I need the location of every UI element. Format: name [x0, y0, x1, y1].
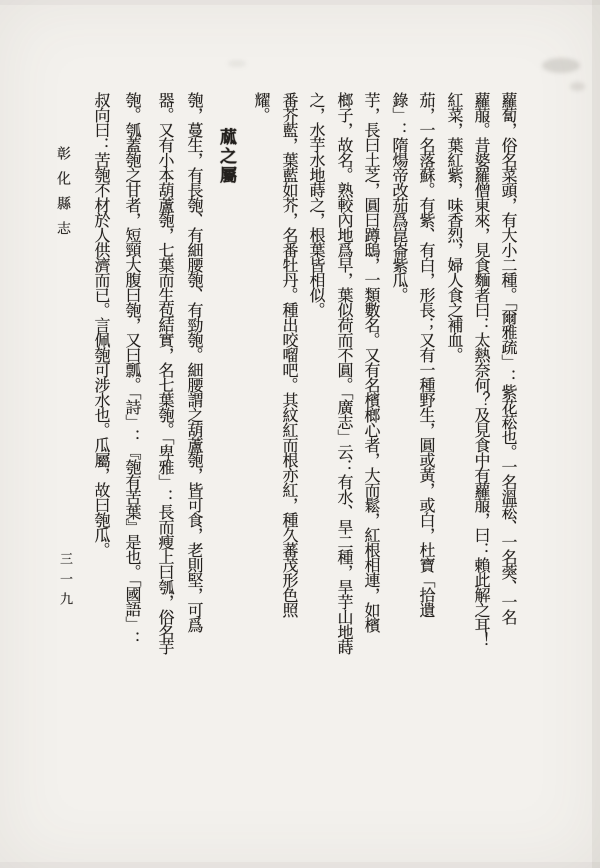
text-column-eggplant-2: 錄」：隋煬帝改茄爲崑崙紫瓜。	[390, 92, 407, 302]
page-edge-shadow	[592, 0, 600, 868]
text-column-redveg: 紅菜，葉紅紫，味香烈，婦人食之補血。	[445, 92, 462, 362]
page-number: 三一九	[58, 552, 73, 612]
text-column-gourd-4: 叔向曰：苦匏不材於人供濟而已。言佩匏可涉水也。瓜屬，故曰匏瓜。	[92, 92, 109, 557]
text-column-kale-2: 耀。	[252, 92, 269, 122]
text-column-taro-1: 芋，長曰土芝，圓曰蹲鴟，一類數名。又有名檳榔心者，大而鬆，紅根相連，如檳	[362, 92, 379, 632]
scan-smudge	[228, 60, 246, 67]
text-column-taro-3: 之，水芋水地蒔之，根葉皆相似。	[307, 92, 324, 317]
scan-smudge	[570, 82, 585, 91]
text-column-eggplant-1: 茄，一名落蘇。有紫、有白，形長；又有一種野生，圓或黃，或白，杜寶「拾遺	[417, 92, 434, 617]
scan-smudge	[542, 58, 580, 73]
page-edge-shadow	[0, 862, 600, 868]
text-column-kale-1: 番芥藍，葉藍如芥，名番牡丹。種出咬𠺕吧。其紋紅而根亦紅，種久蕃茂形色照	[280, 92, 297, 617]
section-header: 蓏之屬	[217, 128, 236, 185]
page-edge-shadow	[0, 0, 600, 5]
text-column-radish-1: 蘿蔔，俗名菜頭，有大小二種。「爾雅疏」：紫花菘也。一名溫菘、一名葖、一名	[499, 92, 516, 624]
margin-book-title: 彰化縣志	[55, 146, 70, 246]
text-column-gourd-1: 匏，蔓生，有長匏、有細腰匏、有勁匏。細腰謂之葫蘆匏，皆可食，老則堅，可爲	[185, 92, 202, 632]
text-column-taro-2: 榔子，故名。熟較內地爲早，葉似荷而不圓。「廣志」云：有水、旱二種，旱芋山地蒔	[335, 92, 352, 654]
text-column-radish-2: 蘿菔。昔婆羅僧東來，見食麵者曰：太熱奈何？及見食中有蘿菔，曰：賴此解之耳！	[472, 92, 489, 647]
text-column-gourd-3: 匏。瓠蓋匏之甘者，短頸大腹曰匏，又曰瓢。「詩」：『匏有苦葉』是也。「國語」：	[123, 92, 140, 646]
text-column-gourd-2: 器。又有小本葫蘆匏，七葉而生苞結實，名七葉匏。「卑雅」：長而瘦上曰瓠，俗名芋	[156, 92, 173, 654]
